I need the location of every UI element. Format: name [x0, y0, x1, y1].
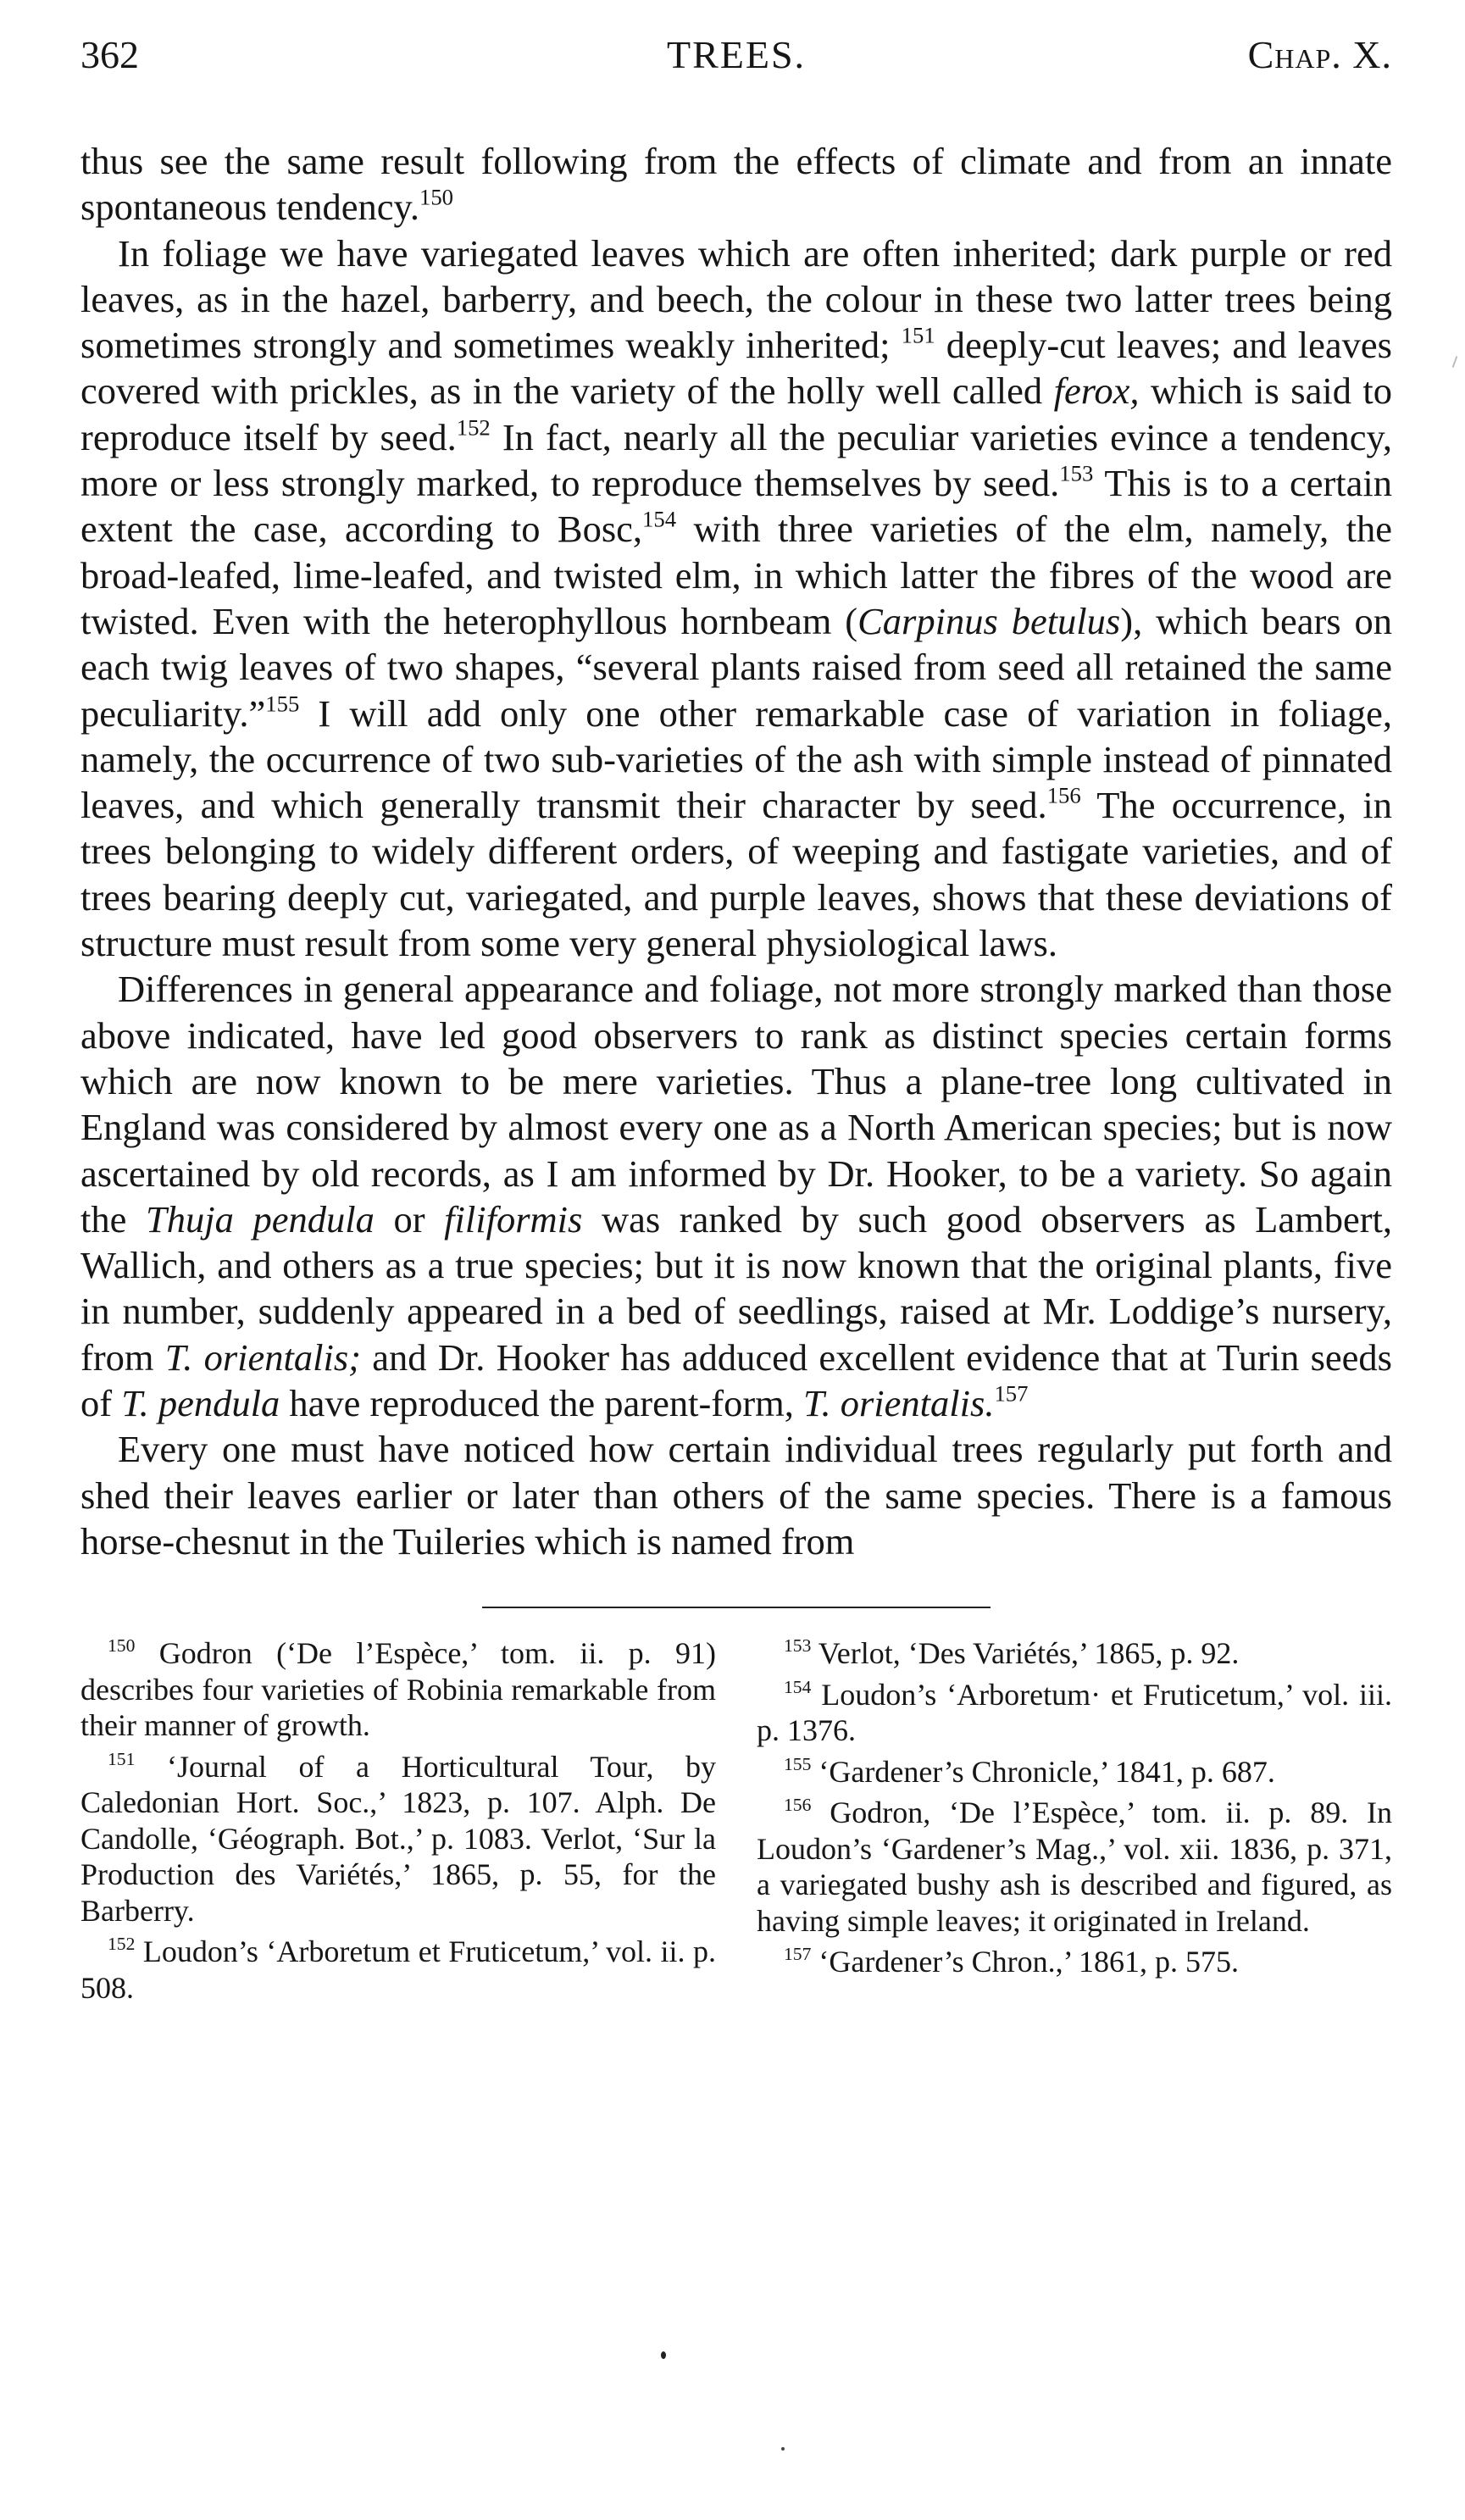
text-run: In fact, nearly all the peculiar varieties evince a tendency, more or less strongly marked, to reproduce themselves by seed.	[80, 415, 1392, 505]
text-run: and Dr. Hooker has adduced excellent evidence that at Turin seeds of	[80, 1335, 1392, 1425]
footnote-text: ‘Gardener’s Chronicle,’ 1841, p. 687.	[819, 1754, 1275, 1789]
text-run: The occurrence, in trees belonging to widely different orders, of weeping and fastigate varieties, and of trees bearing deeply cut, variegated, and purple leaves, shows that these deviations of structure must result from some very general physiological laws.	[80, 784, 1393, 965]
italic-text: Carpinus betulus	[857, 599, 1121, 642]
footnote-number: 155	[784, 1753, 812, 1774]
margin-mark	[1452, 356, 1458, 368]
text-run: deeply-cut leaves; and leaves covered with prickles, as in the variety of the holly well called	[80, 324, 1392, 413]
text-run: I will add only one other remarkable case of variation in foliage, namely, the occurrence of two sub-varieties of the ash with simple instead of pinnated leaves, and which generally transmit their character by seed.	[80, 691, 1392, 827]
italic-text: Thuja pendula	[145, 1197, 375, 1241]
footnote-text: Verlot, ‘Des Variétés,’ 1865, p. 92.	[818, 1636, 1240, 1671]
text-run: with three varieties of the elm, namely, the broad-leafed, lime-leafed, and twisted elm, in which latter the fibres of the wood are twisted. Even with the heterophyllous hornbeam (	[80, 508, 1392, 642]
chapter-label: Chap. X.	[1247, 33, 1392, 76]
page-number: 362	[80, 33, 139, 76]
footnote-number: 151	[108, 1748, 136, 1769]
footnote-rule	[482, 1607, 991, 1608]
body-paragraph	[80, 1426, 1392, 1564]
text-run: which is said to reproduce itself by seed.	[80, 369, 1392, 458]
footnotes-left-column	[80, 1635, 716, 2011]
text-run: was ranked by such good observers as Lambert, Wallich, and others as a true species; but it is now known that the original plants, five in number, suddenly appeared in a bed of seedlings, raised at Mr. Loddige’s nursery, from	[80, 1197, 1392, 1379]
body-paragraph	[80, 966, 1392, 1426]
running-title: TREES.	[666, 33, 807, 76]
ink-speck	[661, 2351, 666, 2359]
body-paragraph	[80, 138, 1392, 230]
footnote-reference: 153	[1059, 460, 1094, 486]
text-run: ), which bears on each twig leaves of two shapes, “several plants raised from seed all retained the same peculiarity.”	[80, 599, 1392, 735]
footnote-reference: 157	[994, 1380, 1029, 1407]
text-run: thus see the same result following from the effects of climate and from an innate spontaneous tendency.	[80, 140, 1392, 229]
footnote	[757, 1944, 1392, 1980]
running-header	[80, 32, 1392, 92]
italic-text: T. orientalis;	[164, 1335, 361, 1379]
italic-text: T. orientalis.	[803, 1382, 995, 1425]
italic-text: ferox,	[1053, 369, 1140, 413]
footnote	[757, 1795, 1392, 1939]
footnote-text: Loudon’s ‘Arboretum et Fruticetum,’ vol. ii. p. 508.	[80, 1934, 716, 2005]
text-run: In foliage we have variegated leaves which are often inherited; dark purple or red leaves, as in the hazel, barberry, and beech, the colour in these two latter trees being sometimes strongly and sometimes weakly inherited;	[80, 231, 1392, 367]
footnote	[757, 1677, 1392, 1749]
footnotes-right-column	[757, 1635, 1392, 2011]
footnote-reference: 155	[265, 691, 300, 717]
footnote	[80, 1635, 716, 1744]
footnote-number: 153	[784, 1635, 812, 1657]
footnote-reference: 151	[901, 322, 935, 348]
text-run: or	[374, 1197, 445, 1241]
footnote	[80, 1934, 716, 2006]
footnote-number: 150	[108, 1635, 136, 1657]
italic-text: T. pendula	[121, 1382, 280, 1425]
text-run: have reproduced the parent-form,	[280, 1382, 804, 1425]
book-page	[80, 32, 1392, 2011]
footnote-text: ‘Gardener’s Chron.,’ 1861, p. 575.	[819, 1945, 1239, 1979]
footnote-reference: 154	[642, 507, 677, 533]
footnote-number: 152	[108, 1934, 136, 1955]
footnote-text: Loudon’s ‘Arboretum· et Fruticetum,’ vol. iii. p. 1376.	[757, 1677, 1393, 1748]
footnote-number: 157	[784, 1944, 812, 1965]
footnote-text: ‘Journal of a Horticultural Tour, by Caledonian Hort. Soc.,’ 1823, p. 107. Alph. De Candolle, ‘Géograph. Bot.,’ p. 1083. Verlot, ‘Sur la Production des Variétés,’ 1865, p. 55, for the Barberry.	[80, 1749, 717, 1928]
text-run: Every one must have noticed how certain individual trees regularly put forth and shed their leaves earlier or later than others of the same species. There is a famous horse-chesnut in the Tuileries which is named from	[80, 1428, 1392, 1563]
text-run: This is to a certain extent the case, according to Bosc,	[80, 462, 1393, 551]
footnote-reference: 152	[456, 414, 491, 441]
footnote-text: Godron, ‘De l’Espèce,’ tom. ii. p. 89. In Loudon’s ‘Gardener’s Mag.,’ vol. xii. 1836, p. 371, a variegated bushy ash is described and figured, as having simple leaves; it originated in Ireland.	[757, 1796, 1392, 1938]
footnote-number: 156	[784, 1795, 812, 1816]
body-paragraph	[80, 230, 1392, 967]
text-run: Differences in general appearance and foliage, not more strongly marked than those above indicated, have led good observers to rank as distinct species certain forms which are now known to be mere varieties. Thus a plane-tree long cultivated in England was considered by almost every one as a North American species; but is now ascertained by old records, as I am informed by Dr. Hooker, to be a variety. So again the	[80, 968, 1392, 1241]
footnote-reference: 150	[419, 184, 454, 210]
footnote-number: 154	[784, 1676, 812, 1697]
italic-text: filiformis	[444, 1197, 583, 1241]
footnote-text: Godron (‘De l’Espèce,’ tom. ii. p. 91) describes four varieties of Robinia remarkable from their manner of growth.	[80, 1636, 717, 1743]
footnote	[757, 1754, 1392, 1790]
footnotes	[80, 1635, 1392, 2011]
footnote-reference: 156	[1046, 782, 1081, 808]
ink-speck	[781, 2447, 785, 2451]
footnote	[757, 1635, 1392, 1672]
footnote	[80, 1749, 716, 1929]
body-text	[80, 138, 1392, 1564]
